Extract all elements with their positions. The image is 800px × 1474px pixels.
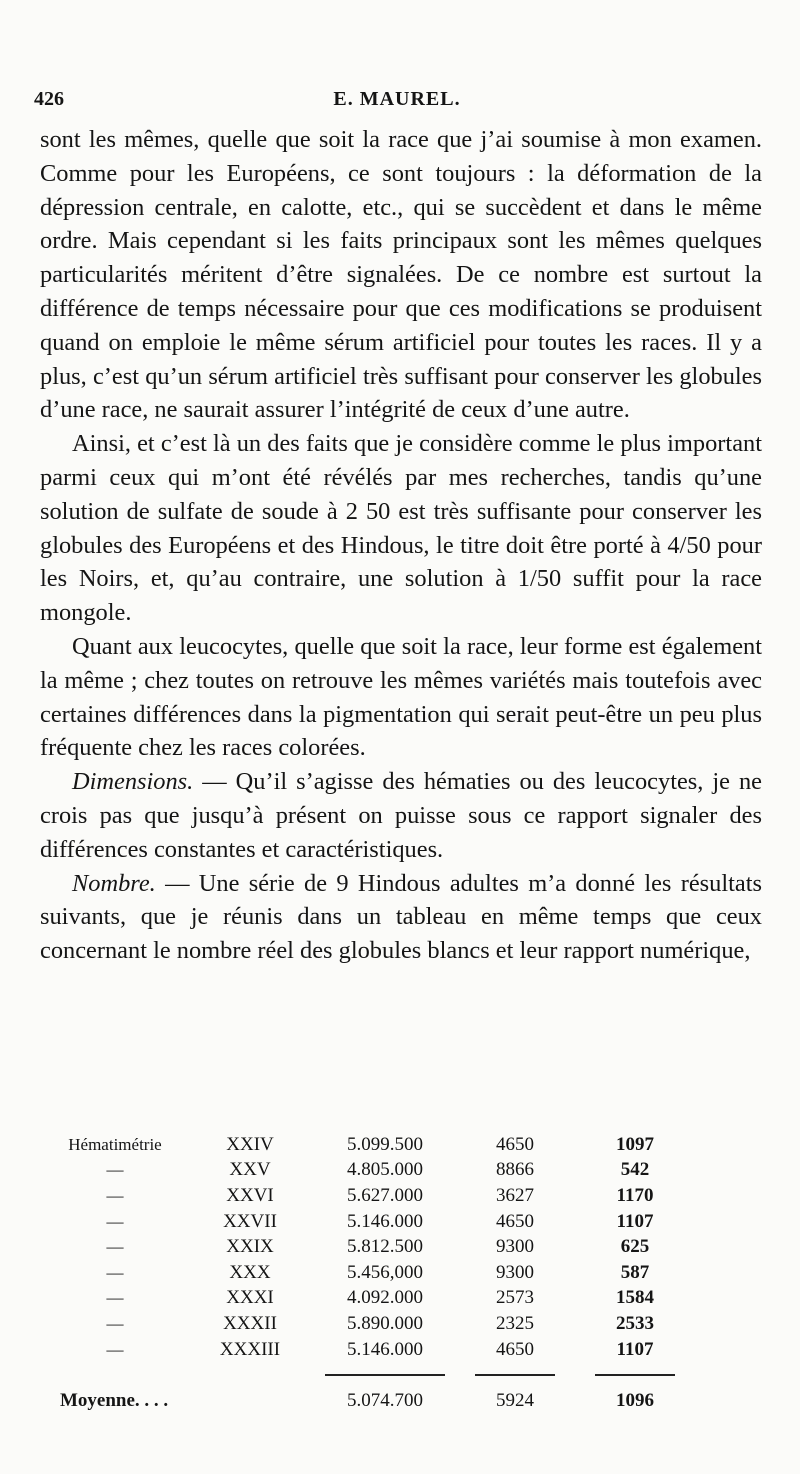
row-label: — xyxy=(106,1185,124,1205)
row-number: XXXII xyxy=(223,1312,277,1334)
table-row xyxy=(40,1158,700,1184)
dimensions-heading: Dimensions. xyxy=(72,768,194,796)
paragraph-nombre xyxy=(40,867,762,968)
paragraph-2: Ainsi, et c’est là un des faits que je considère comme le plus important parmi ceux qui m’ont été révélés par mes recherches, tandis qu’une solution de sulfate de soude à 2 50 est très suffisante pour conserver les globules des Européens et des Hindous, le titre doit être porté à 4/50 pour les Noirs, et, qu’au contraire, une solution à 1/50 suffit pour la race mongole. xyxy=(40,430,762,627)
table-body xyxy=(40,1132,700,1414)
nombre-heading: Nombre. xyxy=(72,869,156,897)
row-rapport: 1584 xyxy=(616,1287,654,1309)
row-label: — xyxy=(106,1211,124,1231)
row-rapport: 1170 xyxy=(616,1184,654,1206)
rule-rapport xyxy=(595,1374,675,1376)
rule-blancs xyxy=(475,1374,555,1376)
row-number: XXV xyxy=(229,1159,271,1181)
row-rouges: 4.092.000 xyxy=(347,1287,423,1309)
row-label: — xyxy=(106,1288,124,1308)
table-row xyxy=(40,1260,700,1286)
row-rapport: 1107 xyxy=(616,1338,654,1360)
row-rouges: 5.146.000 xyxy=(347,1338,423,1360)
row-rapport: 625 xyxy=(620,1236,650,1258)
row-blancs: 4650 xyxy=(496,1338,534,1360)
paragraph-1: sont les mêmes, quelle que soit la race que j’ai soumise à mon examen. Comme pour les Européens, ce sont toujours : la déformation de la dépression centrale, en calotte, etc., qui se succèdent et dans le même ordre. Mais cependant si les faits principaux sont les mêmes quelques particularités méritent d’être signalées. De ce nombre est surtout la différence de temps nécessaire pour que ces modifications se produisent quand on emploie le même sérum artificiel pour toutes les races. Il y a plus, c’est qu’un sérum artificiel très suffisant pour conserver les globules d’une race, ne saurait assurer l’intégrité de ceux d’une autre. xyxy=(40,126,762,424)
row-label: — xyxy=(106,1339,124,1359)
row-rouges: 4.805.000 xyxy=(347,1159,423,1181)
body-text xyxy=(40,123,762,968)
row-number: XXXIII xyxy=(219,1338,281,1360)
row-rouges: 5.146.000 xyxy=(347,1210,423,1232)
table-row xyxy=(40,1337,700,1363)
running-head: E. MAUREL. xyxy=(333,88,461,110)
row-blancs: 9300 xyxy=(496,1261,534,1283)
row-rapport: 542 xyxy=(620,1159,650,1181)
separator-row xyxy=(40,1362,700,1388)
average-rapport: 1096 xyxy=(616,1389,654,1411)
table-row xyxy=(40,1311,700,1337)
average-label: Moyenne. . . . xyxy=(60,1389,169,1411)
table-row xyxy=(40,1234,700,1260)
row-number: XXVI xyxy=(226,1184,274,1206)
row-rapport: 587 xyxy=(620,1261,650,1283)
row-blancs: 9300 xyxy=(496,1236,534,1258)
row-blancs: 4650 xyxy=(496,1133,534,1155)
dimensions-text: — Qu’il s’agisse des hématies ou des leucocytes, je ne crois pas que jusqu’à présent on puisse sous ce rapport signaler des différences constantes et caractéristiques. xyxy=(40,768,762,863)
row-number: XXX xyxy=(229,1261,271,1283)
row-number: XXIV xyxy=(226,1133,274,1155)
row-blancs: 3627 xyxy=(496,1184,534,1206)
row-rouges: 5.812.500 xyxy=(347,1236,423,1258)
page-number: 426 xyxy=(34,88,64,110)
row-rouges: 5.627.000 xyxy=(347,1184,423,1206)
row-label: — xyxy=(106,1262,124,1282)
blood-count-table xyxy=(40,1132,700,1414)
average-blancs: 5924 xyxy=(496,1389,534,1411)
table-row xyxy=(40,1209,700,1235)
row-rapport: 1107 xyxy=(616,1210,654,1232)
row-label: — xyxy=(106,1160,124,1180)
paragraph-dimensions xyxy=(40,765,762,866)
row-rouges: 5.456,000 xyxy=(347,1261,423,1283)
table-row xyxy=(40,1286,700,1312)
average-rouges: 5.074.700 xyxy=(347,1389,423,1411)
row-number: XXVII xyxy=(223,1210,277,1232)
row-number: XXXI xyxy=(226,1287,274,1309)
table-row xyxy=(40,1183,700,1209)
row-rapport: 1097 xyxy=(616,1133,654,1155)
row-rapport: 2533 xyxy=(616,1312,654,1334)
nombre-text: — Une série de 9 Hindous adultes m’a donné les résultats suivants, que je réunis dans un tableau en même temps que ceux concernant le nombre réel des globules blancs et leur rapport numérique, xyxy=(40,869,762,965)
row-rouges: 5.890.000 xyxy=(347,1312,423,1334)
row-label: — xyxy=(106,1313,124,1333)
average-row xyxy=(40,1388,700,1414)
row-number: XXIX xyxy=(226,1236,274,1258)
paragraph-3: Quant aux leucocytes, quelle que soit la race, leur forme est également la même ; chez toutes on retrouve les mêmes variétés mais toutefois avec certaines différences dans la pigmentation qui serait peut-être un peu plus fréquente chez les races colorées. xyxy=(40,632,762,762)
row-blancs: 4650 xyxy=(496,1210,534,1232)
row-label: Hématimétrie xyxy=(68,1134,162,1154)
table-row xyxy=(40,1132,700,1158)
page-header xyxy=(34,88,760,118)
row-blancs: 2325 xyxy=(496,1312,534,1334)
row-blancs: 8866 xyxy=(496,1159,534,1181)
row-rouges: 5.099.500 xyxy=(347,1133,423,1155)
row-blancs: 2573 xyxy=(496,1287,534,1309)
rule-rouges xyxy=(325,1374,445,1376)
row-label: — xyxy=(106,1237,124,1257)
